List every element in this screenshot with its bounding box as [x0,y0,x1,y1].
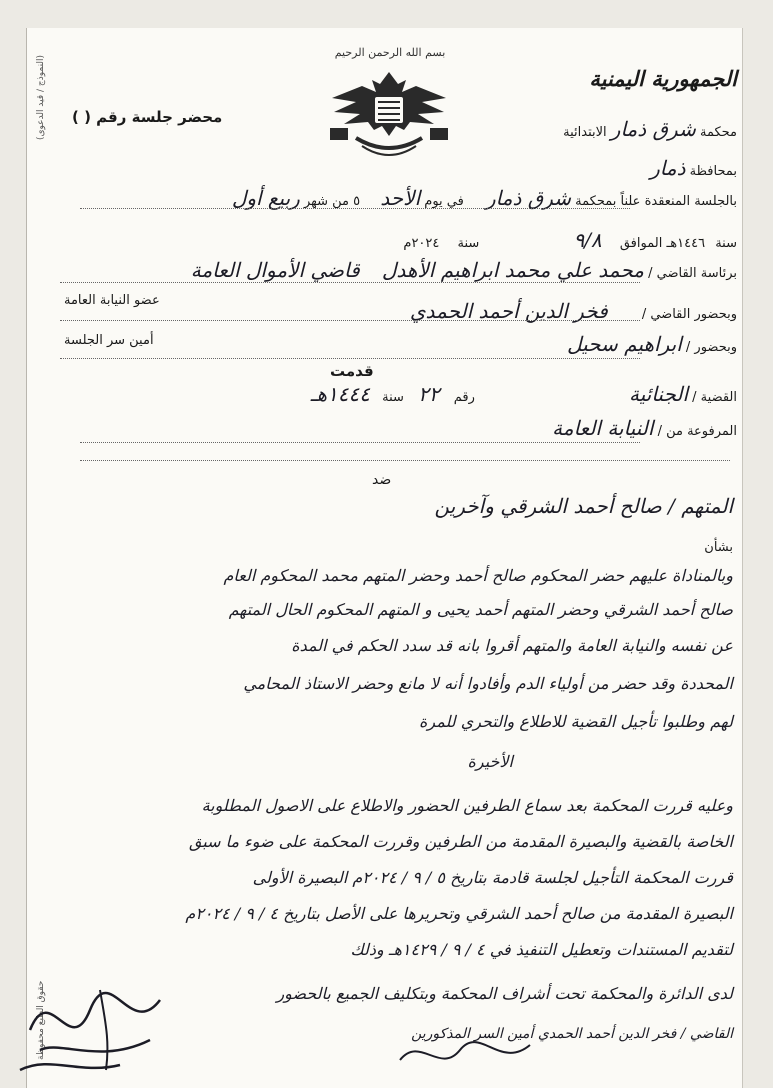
attend-judge-line [410,293,737,323]
dotted-line [80,208,630,209]
hijri-year: ١٤٤٦هـ [666,236,706,251]
year-label: سنة [715,236,737,251]
body-line: لتقديم المستندات وتعطيل التنفيذ في ٤ / ٩ / ١٤٢٩هـ وذلك [350,940,733,959]
session-number: ( ) [72,108,91,126]
session-title-text: محضر جلسة رقم [96,108,223,126]
body-line: لهم وطلبوا تأجيل القضية للاطلاع والتحري للمرة [418,712,733,731]
body-line: صالح أحمد الشرقي وحضر المتهم أحمد يحيى و المتهم المحكوم الحال المتهم [228,600,733,619]
case-year-label: سنة [382,390,404,405]
against-label: ضد [372,472,392,488]
court-suffix: الابتدائية [563,125,607,140]
case-label: القضية / [692,390,737,405]
court-name: شرق ذمار [610,117,696,141]
case-year: ١٤٤٤هـ [310,382,371,406]
raised-by-value: النيابة العامة [552,416,654,440]
attend-judge-name: فخر الدين أحمد الحمدي [409,299,608,323]
day-line [232,178,737,210]
judge-line [191,256,737,282]
on-day-label: في يوم [424,194,464,209]
date-line [403,228,737,252]
month-value: ربيع أول [231,186,300,210]
body-line: عن نفسه والنيابة العامة والمتهم أقروا بانه قد سدد الحكم في المدة [291,636,733,655]
form-side-note: (النموذج / قيد الدعوى) [36,54,46,140]
republic-title: الجمهورية اليمنية [589,66,737,91]
signature-icon [390,1030,540,1080]
greg-date: ٩/٨ [573,228,602,252]
raised-by-label: المرفوعة من / [657,424,737,439]
day-value: الأحد [380,186,421,210]
basmala: بسم الله الرحمن الرحيم [334,46,446,59]
attend-label: وبحضور / [685,340,737,355]
session-court-hand: شرق ذمار [485,186,572,210]
judge-title: قاضي الأموال العامة [190,258,360,282]
body-line: لدى الدائرة والمحكمة تحت أشراف المحكمة وبتكليف الجميع بالحضور [276,984,733,1003]
about-label: بشأن [704,540,733,555]
court-line [563,117,737,141]
session-title [72,108,222,126]
case-number-label: رقم [453,390,475,405]
case-number: ٢٢ [418,382,440,406]
court-prefix: محكمة [699,125,737,140]
attend-judge-label: وبحضور القاضي / [641,307,737,322]
judge-name: محمد علي محمد ابراهيم الأهدل [381,258,644,282]
attend-line [567,332,737,356]
body-line: البصيرة المقدمة من صالح أحمد الشرقي وتحريرها على الأصل بتاريخ ٤ / ٩ / ٢٠٢٤م [185,904,733,923]
rights-side-note: حقوق الطبع محفوظة [36,980,46,1060]
case-value: الجنائية [629,382,689,406]
governorate-label: بمحافظة [689,164,737,179]
governorate-line [650,156,737,180]
dotted-line [60,358,640,359]
secretary-label: أمين سر الجلسة [64,333,154,348]
greg-year: ٢٠٢٤م [403,236,440,251]
dotted-line [60,320,640,321]
defendant-line: المتهم / صالح أحمد الشرقي وآخرين [434,494,733,518]
month-label: من شهر [303,194,350,209]
session-intro: بالجلسة المنعقدة علناً بمحكمة [575,194,737,209]
body-line: الخاصة بالقضية والبصيرة المقدمة من الطرفين وقررت المحكمة على ضوء ما سبق [188,832,733,851]
signature-icon [10,970,180,1080]
raised-by-line [552,414,737,440]
body-line: قررت المحكمة التأجيل لجلسة قادمة بتاريخ ٥ / ٩ / ٢٠٢٤م البصيرة الأولى [252,868,733,887]
case-line [311,380,737,406]
prosecution-label: عضو النيابة العامة [64,293,160,308]
body-line: الأخيرة [467,752,513,771]
judge-label: برئاسة القاضي / [648,266,737,281]
presented-title: قدمت [330,362,374,380]
body-line: وعليه قررت المحكمة بعد سماع الطرفين الحضور والاطلاع على الاصول المطلوبة [201,796,733,815]
governorate-value: ذمار [650,156,686,180]
dotted-line [60,282,640,283]
dotted-line [80,442,640,443]
attend-name: ابراهيم سحيل [566,332,682,356]
corresponding-label: الموافق [619,236,663,251]
dotted-line [80,460,730,461]
greg-year-label: سنة [457,236,480,251]
body-line: المحددة وقد حضر من أولياء الدم وأفادوا أنه لا مانع وحضر الاستاذ المحامي [243,674,733,693]
body-line: القاضي / فخر الدين أحمد الحمدي أمين السر المذكورين [411,1026,733,1042]
eagle-emblem-icon [322,66,456,166]
body-line: وبالمناداة عليهم حضر المحكوم صالح أحمد وحضر المتهم محمد المحكوم العام [223,566,733,585]
day-number: ٥ [353,194,361,209]
